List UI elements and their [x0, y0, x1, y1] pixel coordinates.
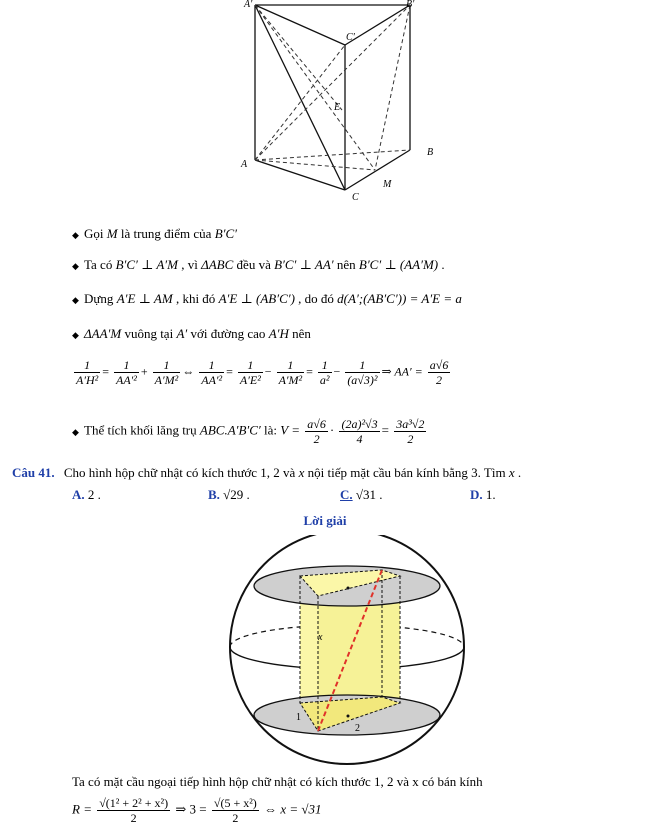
label-C: C — [352, 192, 359, 203]
option-b[interactable]: B. √29 . — [208, 487, 250, 502]
equation-1: $\frac{1}{\text{A′H²}}$ = $\frac{1}{\text{AA′²}}$ + $\frac{1}{\text{A′M²}}$ ⇔ $\frac{1}{\text{AA′²}}$ = $\frac{1}{\text{A′E²}}$ − $\frac{1}{\text{A′M²}}$ = $\frac{1}{\text{a²}}$ − $\frac{1}{\text{(a√3)²}}$ ⇒ AA′ = $\frac{a√6}{2}$ — [76, 358, 449, 387]
question-number: Câu 41. — [12, 465, 55, 480]
label-M: M — [383, 179, 392, 190]
sphere-figure — [225, 535, 470, 765]
fraction: $\frac{1}{\text{AA′²}}$ — [116, 358, 137, 387]
fraction: $\frac{a√6}{2}$ — [429, 358, 449, 387]
option-c-correct[interactable]: C. √31 . — [340, 487, 383, 502]
label-B1: B' — [406, 0, 415, 10]
fraction: $\frac{1}{\text{A′E²}}$ — [239, 358, 261, 387]
fraction: $\frac{1}{\text{AA′²}}$ — [201, 358, 223, 387]
bullet-icon: ◆ — [72, 230, 79, 241]
solution-title: Lời giải — [303, 513, 347, 528]
prism-figure — [225, 0, 445, 205]
fraction: $\frac{\text{√(1² + 2² + x²)}}{2}$ — [99, 796, 169, 825]
fraction: $\frac{1}{\text{a²}}$ — [319, 358, 330, 387]
question-41: Câu 41. Cho hình hộp chữ nhật có kích thước 1, 2 và x nội tiếp mặt cầu bán kính bằng 3. Tìm x . — [12, 465, 522, 480]
option-a[interactable]: A. 2 . — [72, 487, 101, 502]
fraction: $\frac{1}{\text{A′H²}}$ — [76, 358, 99, 387]
label-A: A — [241, 159, 248, 170]
fraction: $\frac{1}{\text{A′M²}}$ — [154, 358, 179, 387]
label-E: E — [334, 102, 341, 113]
conclusion-equation: R = $\frac{\text{√(1² + 2² + x²)}}{2}$ ⇒ 3 = $\frac{\text{√(5 + x²)}}{2}$ ⇔ x = √31 — [72, 796, 322, 825]
step-4: ◆ ΔAA′M vuông tại A′ với đường cao A′H nên — [72, 325, 311, 344]
step-2: ◆ Ta có B′C′ ⊥ A′M , vì ΔABC đều và B′C′ ⊥ AA′ nên B′C′ ⊥ (AA′M) . — [72, 256, 445, 275]
option-d[interactable]: D. 1. — [470, 487, 496, 502]
fraction: $\frac{\text{√(5 + x²)}}{2}$ — [213, 796, 257, 825]
label-B: B — [427, 147, 434, 158]
sphere-label-2: 2 — [355, 723, 360, 734]
step-1: ◆ Gọi M là trung điểm của B′C′ — [72, 225, 237, 244]
fraction: $\frac{a√6}{2}$ — [307, 417, 326, 446]
conclusion-text: Ta có mặt cầu ngoại tiếp hình hộp chữ nhật có kích thước 1, 2 và x có bán kính — [72, 774, 483, 789]
bullet-icon: ◆ — [72, 330, 79, 341]
fraction: $\frac{\text{(2a)²√3}}{4}$ — [341, 417, 378, 446]
label-C1: C' — [346, 32, 355, 43]
fraction: $\frac{1}{\text{(a√3)²}}$ — [347, 358, 378, 387]
label-A1: A' — [244, 0, 253, 10]
sphere-label-x: x — [318, 632, 323, 643]
bullet-icon: ◆ — [72, 261, 79, 272]
step-3: ◆ Dựng A′E ⊥ AM , khi đó A′E ⊥ (AB′C′) , do đó d(A′;(AB′C′)) = A′E = a — [72, 290, 462, 309]
sphere-label-1: 1 — [296, 712, 301, 723]
step-5-volume: ◆ Thể tích khối lăng trụ ABC.A′B′C′ là: V = $\frac{a√6}{2}$ · $\frac{\text{(2a)²√3}}{4}$ = $\frac{\text{3a³√2}}{2}$ — [72, 417, 425, 446]
fraction: $\frac{1}{\text{A′M²}}$ — [278, 358, 303, 387]
fraction: $\frac{\text{3a³√2}}{2}$ — [396, 417, 425, 446]
bullet-icon: ◆ — [72, 295, 79, 306]
bullet-icon: ◆ — [72, 426, 79, 437]
